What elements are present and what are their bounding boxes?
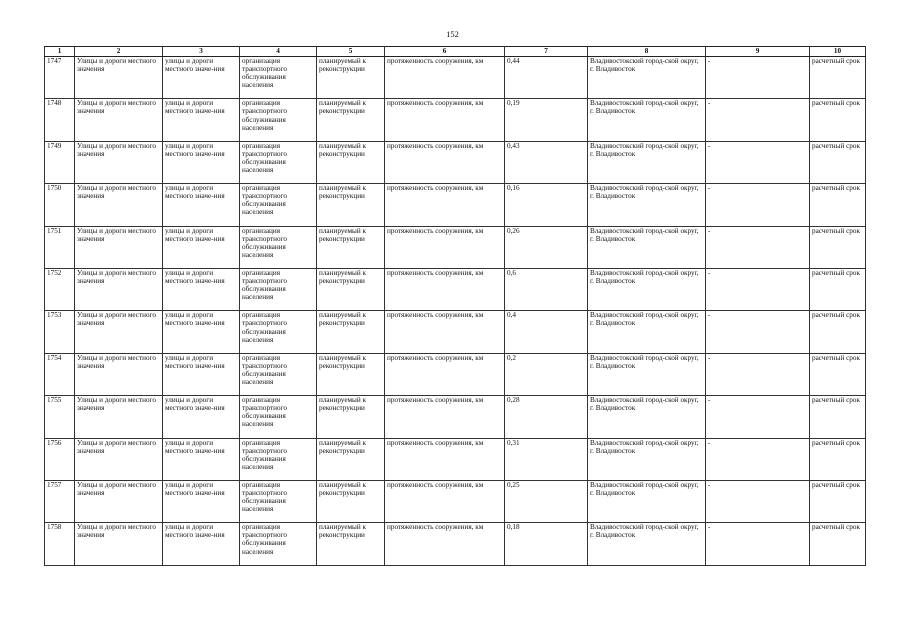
column-header: 3: [163, 47, 240, 57]
zone-cell: -: [706, 99, 810, 141]
object-kind-cell: улицы и дороги местного значе-ния: [163, 480, 240, 522]
object-name-cell: Улицы и дороги местного значения: [75, 353, 163, 395]
zone-cell: -: [706, 311, 810, 353]
location-cell: Владивостокский город-ской округ, г. Владивосток: [588, 311, 706, 353]
table-row: [45, 438, 866, 480]
characteristic-cell: протяженность сооружения, км: [385, 396, 505, 438]
object-kind-cell: улицы и дороги местного значе-ния: [163, 353, 240, 395]
object-name-cell: Улицы и дороги местного значения: [75, 438, 163, 480]
zone-cell: -: [706, 57, 810, 99]
object-purpose-cell: организация транспортного обслуживания населения: [240, 57, 317, 99]
characteristic-cell: протяженность сооружения, км: [385, 99, 505, 141]
object-name-cell: Улицы и дороги местного значения: [75, 311, 163, 353]
row-number-cell: 1749: [45, 141, 75, 183]
object-status-cell: планируемый к реконструкции: [317, 480, 385, 522]
table-row: [45, 99, 866, 141]
object-name-cell: Улицы и дороги местного значения: [75, 480, 163, 522]
row-number-cell: 1757: [45, 480, 75, 522]
column-header: 8: [588, 47, 706, 57]
object-purpose-cell: организация транспортного обслуживания населения: [240, 523, 317, 565]
term-cell: расчетный срок: [810, 480, 866, 522]
object-name-cell: Улицы и дороги местного значения: [75, 226, 163, 268]
object-purpose-cell: организация транспортного обслуживания населения: [240, 99, 317, 141]
location-cell: Владивостокский город-ской округ, г. Владивосток: [588, 396, 706, 438]
term-cell: расчетный срок: [810, 353, 866, 395]
table-row: [45, 184, 866, 226]
object-purpose-cell: организация транспортного обслуживания населения: [240, 184, 317, 226]
location-cell: Владивостокский город-ской округ, г. Владивосток: [588, 226, 706, 268]
location-cell: Владивостокский город-ской округ, г. Владивосток: [588, 141, 706, 183]
characteristic-value-cell: 0,18: [505, 523, 588, 565]
characteristic-cell: протяженность сооружения, км: [385, 184, 505, 226]
column-header: 4: [240, 47, 317, 57]
object-name-cell: Улицы и дороги местного значения: [75, 396, 163, 438]
object-purpose-cell: организация транспортного обслуживания населения: [240, 480, 317, 522]
page-number: 152: [446, 29, 459, 39]
object-kind-cell: улицы и дороги местного значе-ния: [163, 99, 240, 141]
term-cell: расчетный срок: [810, 57, 866, 99]
characteristic-value-cell: 0,43: [505, 141, 588, 183]
location-cell: Владивостокский город-ской округ, г. Владивосток: [588, 353, 706, 395]
object-kind-cell: улицы и дороги местного значе-ния: [163, 141, 240, 183]
object-kind-cell: улицы и дороги местного значе-ния: [163, 396, 240, 438]
table-row: [45, 523, 866, 565]
zone-cell: -: [706, 396, 810, 438]
row-number-cell: 1753: [45, 311, 75, 353]
term-cell: расчетный срок: [810, 226, 866, 268]
object-kind-cell: улицы и дороги местного значе-ния: [163, 226, 240, 268]
object-status-cell: планируемый к реконструкции: [317, 311, 385, 353]
characteristic-value-cell: 0,2: [505, 353, 588, 395]
location-cell: Владивостокский город-ской округ, г. Владивосток: [588, 99, 706, 141]
characteristic-value-cell: 0,31: [505, 438, 588, 480]
table-row: [45, 396, 866, 438]
object-kind-cell: улицы и дороги местного значе-ния: [163, 311, 240, 353]
object-status-cell: планируемый к реконструкции: [317, 353, 385, 395]
characteristic-cell: протяженность сооружения, км: [385, 57, 505, 99]
row-number-cell: 1756: [45, 438, 75, 480]
object-status-cell: планируемый к реконструкции: [317, 523, 385, 565]
characteristic-value-cell: 0,16: [505, 184, 588, 226]
characteristic-cell: протяженность сооружения, км: [385, 226, 505, 268]
zone-cell: -: [706, 480, 810, 522]
location-cell: Владивостокский город-ской округ, г. Владивосток: [588, 57, 706, 99]
object-purpose-cell: организация транспортного обслуживания населения: [240, 226, 317, 268]
characteristic-cell: протяженность сооружения, км: [385, 523, 505, 565]
location-cell: Владивостокский город-ской округ, г. Владивосток: [588, 438, 706, 480]
column-header: 6: [385, 47, 505, 57]
object-kind-cell: улицы и дороги местного значе-ния: [163, 57, 240, 99]
object-purpose-cell: организация транспортного обслуживания населения: [240, 438, 317, 480]
zone-cell: -: [706, 438, 810, 480]
characteristic-cell: протяженность сооружения, км: [385, 268, 505, 310]
row-number-cell: 1752: [45, 268, 75, 310]
characteristic-value-cell: 0,25: [505, 480, 588, 522]
zone-cell: -: [706, 141, 810, 183]
object-purpose-cell: организация транспортного обслуживания населения: [240, 268, 317, 310]
zone-cell: -: [706, 523, 810, 565]
characteristic-value-cell: 0,44: [505, 57, 588, 99]
row-number-cell: 1747: [45, 57, 75, 99]
characteristic-cell: протяженность сооружения, км: [385, 311, 505, 353]
location-cell: Владивостокский город-ской округ, г. Владивосток: [588, 268, 706, 310]
column-header: 2: [75, 47, 163, 57]
column-header: 1: [45, 47, 75, 57]
term-cell: расчетный срок: [810, 523, 866, 565]
object-purpose-cell: организация транспортного обслуживания населения: [240, 396, 317, 438]
term-cell: расчетный срок: [810, 438, 866, 480]
object-kind-cell: улицы и дороги местного значе-ния: [163, 523, 240, 565]
object-kind-cell: улицы и дороги местного значе-ния: [163, 268, 240, 310]
object-name-cell: Улицы и дороги местного значения: [75, 184, 163, 226]
object-status-cell: планируемый к реконструкции: [317, 396, 385, 438]
object-name-cell: Улицы и дороги местного значения: [75, 523, 163, 565]
term-cell: расчетный срок: [810, 184, 866, 226]
table-row: [45, 480, 866, 522]
zone-cell: -: [706, 268, 810, 310]
object-kind-cell: улицы и дороги местного значе-ния: [163, 184, 240, 226]
table-row: [45, 353, 866, 395]
column-numbers-row: [45, 47, 866, 57]
object-status-cell: планируемый к реконструкции: [317, 184, 385, 226]
characteristic-value-cell: 0,26: [505, 226, 588, 268]
location-cell: Владивостокский город-ской округ, г. Владивосток: [588, 480, 706, 522]
location-cell: Владивостокский город-ской округ, г. Владивосток: [588, 184, 706, 226]
characteristic-cell: протяженность сооружения, км: [385, 438, 505, 480]
row-number-cell: 1758: [45, 523, 75, 565]
object-purpose-cell: организация транспортного обслуживания населения: [240, 141, 317, 183]
column-header: 9: [706, 47, 810, 57]
roads-registry-table: [44, 46, 866, 566]
object-status-cell: планируемый к реконструкции: [317, 141, 385, 183]
location-cell: Владивостокский город-ской округ, г. Владивосток: [588, 523, 706, 565]
term-cell: расчетный срок: [810, 396, 866, 438]
row-number-cell: 1748: [45, 99, 75, 141]
object-status-cell: планируемый к реконструкции: [317, 57, 385, 99]
column-header: 7: [505, 47, 588, 57]
table-row: [45, 311, 866, 353]
object-status-cell: планируемый к реконструкции: [317, 268, 385, 310]
row-number-cell: 1750: [45, 184, 75, 226]
row-number-cell: 1755: [45, 396, 75, 438]
object-status-cell: планируемый к реконструкции: [317, 438, 385, 480]
object-status-cell: планируемый к реконструкции: [317, 99, 385, 141]
object-name-cell: Улицы и дороги местного значения: [75, 268, 163, 310]
zone-cell: -: [706, 226, 810, 268]
table-header: [45, 47, 866, 57]
term-cell: расчетный срок: [810, 99, 866, 141]
table-row: [45, 141, 866, 183]
object-name-cell: Улицы и дороги местного значения: [75, 141, 163, 183]
column-header: 5: [317, 47, 385, 57]
characteristic-cell: протяженность сооружения, км: [385, 353, 505, 395]
characteristic-value-cell: 0,4: [505, 311, 588, 353]
table-row: [45, 226, 866, 268]
object-kind-cell: улицы и дороги местного значе-ния: [163, 438, 240, 480]
table-body: [45, 57, 866, 566]
object-name-cell: Улицы и дороги местного значения: [75, 57, 163, 99]
characteristic-value-cell: 0,6: [505, 268, 588, 310]
zone-cell: -: [706, 353, 810, 395]
object-status-cell: планируемый к реконструкции: [317, 226, 385, 268]
row-number-cell: 1751: [45, 226, 75, 268]
table-row: [45, 57, 866, 99]
term-cell: расчетный срок: [810, 311, 866, 353]
object-name-cell: Улицы и дороги местного значения: [75, 99, 163, 141]
term-cell: расчетный срок: [810, 141, 866, 183]
characteristic-value-cell: 0,28: [505, 396, 588, 438]
zone-cell: -: [706, 184, 810, 226]
object-purpose-cell: организация транспортного обслуживания населения: [240, 311, 317, 353]
characteristic-cell: протяженность сооружения, км: [385, 480, 505, 522]
row-number-cell: 1754: [45, 353, 75, 395]
characteristic-cell: протяженность сооружения, км: [385, 141, 505, 183]
term-cell: расчетный срок: [810, 268, 866, 310]
column-header: 10: [810, 47, 866, 57]
object-purpose-cell: организация транспортного обслуживания населения: [240, 353, 317, 395]
table-row: [45, 268, 866, 310]
characteristic-value-cell: 0,19: [505, 99, 588, 141]
